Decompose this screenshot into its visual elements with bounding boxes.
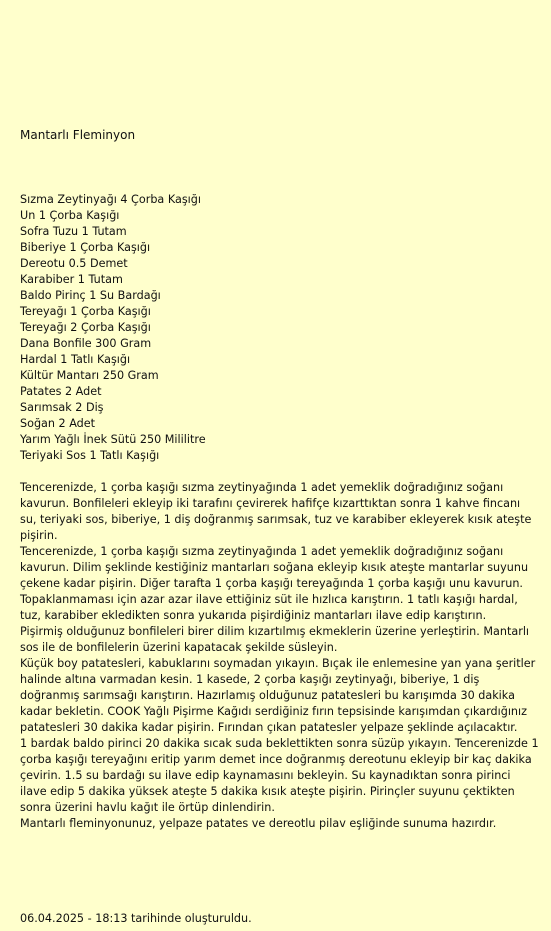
ingredient-item: Sızma Zeytinyağı 4 Çorba Kaşığı bbox=[20, 193, 201, 206]
recipe-title: Mantarlı Fleminyon bbox=[20, 128, 136, 142]
ingredient-item: Sarımsak 2 Diş bbox=[20, 401, 104, 414]
ingredient-item: Dana Bonfile 300 Gram bbox=[20, 337, 152, 350]
ingredient-item: Kültür Mantarı 250 Gram bbox=[20, 369, 159, 382]
created-timestamp: 06.04.2025 - 18:13 tarihinde oluşturuldu. bbox=[20, 912, 252, 925]
ingredient-item: Biberiye 1 Çorba Kaşığı bbox=[20, 241, 151, 254]
instruction-step: Tencerenizde, 1 çorba kaşığı sızma zeytinyağında 1 adet yemeklik doğradığınız soğanı kavurun. Bonfileleri ekleyip iki tarafını çevirerek hafifçe kızarttıktan sonra 1 kahve fincanı su, teriyaki sos, biberiye, 1 diş doğranmış sarımsak, tuz ve karabiber ekleyerek kısık ateşte pişirin. bbox=[20, 481, 532, 542]
ingredient-list bbox=[20, 192, 206, 464]
instruction-step: Pişirmiş olduğunuz bonfileleri birer dilim kızartılmış ekmeklerin üzerine yerleştirin. Mantarlı sos ile de bonfilelerin üzerini kapatacak şekilde süsleyin. bbox=[20, 625, 530, 654]
instruction-step: Tencerenizde, 1 çorba kaşığı sızma zeytinyağında 1 adet yemeklik doğradığınız soğanı kavurun. Dilim şeklinde kestiğiniz mantarları soğana ekleyip kısık ateşte mantarlar suyunu çekene kadar pişirin. Diğer tarafta 1 çorba kaşığı tereyağında 1 çorba kaşığı unu kavurun. Topaklanmaması için azar azar ilave ettiğiniz süt ile hızlıca karıştırın. 1 tatlı kaşığı hardal, tuz, karabiber ekledikten sonra yukarıda pişirdiğiniz mantarları ilave edip karıştırın. bbox=[20, 545, 529, 622]
ingredient-item: Hardal 1 Tatlı Kaşığı bbox=[20, 353, 131, 366]
ingredient-item: Patates 2 Adet bbox=[20, 385, 102, 398]
ingredient-item: Yarım Yağlı İnek Sütü 250 Mililitre bbox=[20, 433, 206, 446]
ingredient-item: Karabiber 1 Tutam bbox=[20, 273, 123, 286]
ingredient-item: Un 1 Çorba Kaşığı bbox=[20, 209, 120, 222]
ingredient-item: Tereyağı 2 Çorba Kaşığı bbox=[20, 321, 151, 334]
instruction-step: Küçük boy patatesleri, kabuklarını soymadan yıkayın. Bıçak ile enlemesine yan yana şeritler halinde altına varmadan kesin. 1 kasede, 2 çorba kaşığı zeytinyağı, biberiye, 1 diş doğranmış sarımsağı karıştırın. Hazırlamış olduğunuz patatesleri bu karışımda 30 dakika kadar bekletin. COOK Yağlı Pişirme Kağıdı serdiğiniz fırın tepsisinde karışımdan çıkardığınız patatesleri 30 dakika kadar pişirin. Fırından çıkan patatesler yelpaze şeklinde açılacaktır. bbox=[20, 657, 536, 734]
ingredient-item: Teriyaki Sos 1 Tatlı Kaşığı bbox=[20, 449, 160, 462]
ingredient-item: Baldo Pirinç 1 Su Bardağı bbox=[20, 289, 161, 302]
ingredient-item: Soğan 2 Adet bbox=[20, 417, 96, 430]
instructions bbox=[20, 480, 540, 832]
ingredient-item: Tereyağı 1 Çorba Kaşığı bbox=[20, 305, 151, 318]
instruction-step: Mantarlı fleminyonunuz, yelpaze patates ve dereotlu pilav eşliğinde sunuma hazırdır. bbox=[20, 817, 497, 830]
instruction-step: 1 bardak baldo pirinci 20 dakika sıcak suda beklettikten sonra süzüp yıkayın. Tencerenizde 1 çorba kaşığı tereyağını eritip yarım demet ince doğranmış dereotunu ekleyip bir kaç dakika çevirin. 1.5 su bardağı su ilave edip kaynamasını bekleyin. Su kaynadıktan sonra pirinci ilave edip 5 dakika yüksek ateşte 5 dakika kısık ateşte pişirin. Pirinçler suyunu çektikten sonra üzerini havlu kağıt ile örtüp dinlendirin. bbox=[20, 737, 539, 814]
ingredient-item: Dereotu 0.5 Demet bbox=[20, 257, 128, 270]
ingredient-item: Sofra Tuzu 1 Tutam bbox=[20, 225, 127, 238]
